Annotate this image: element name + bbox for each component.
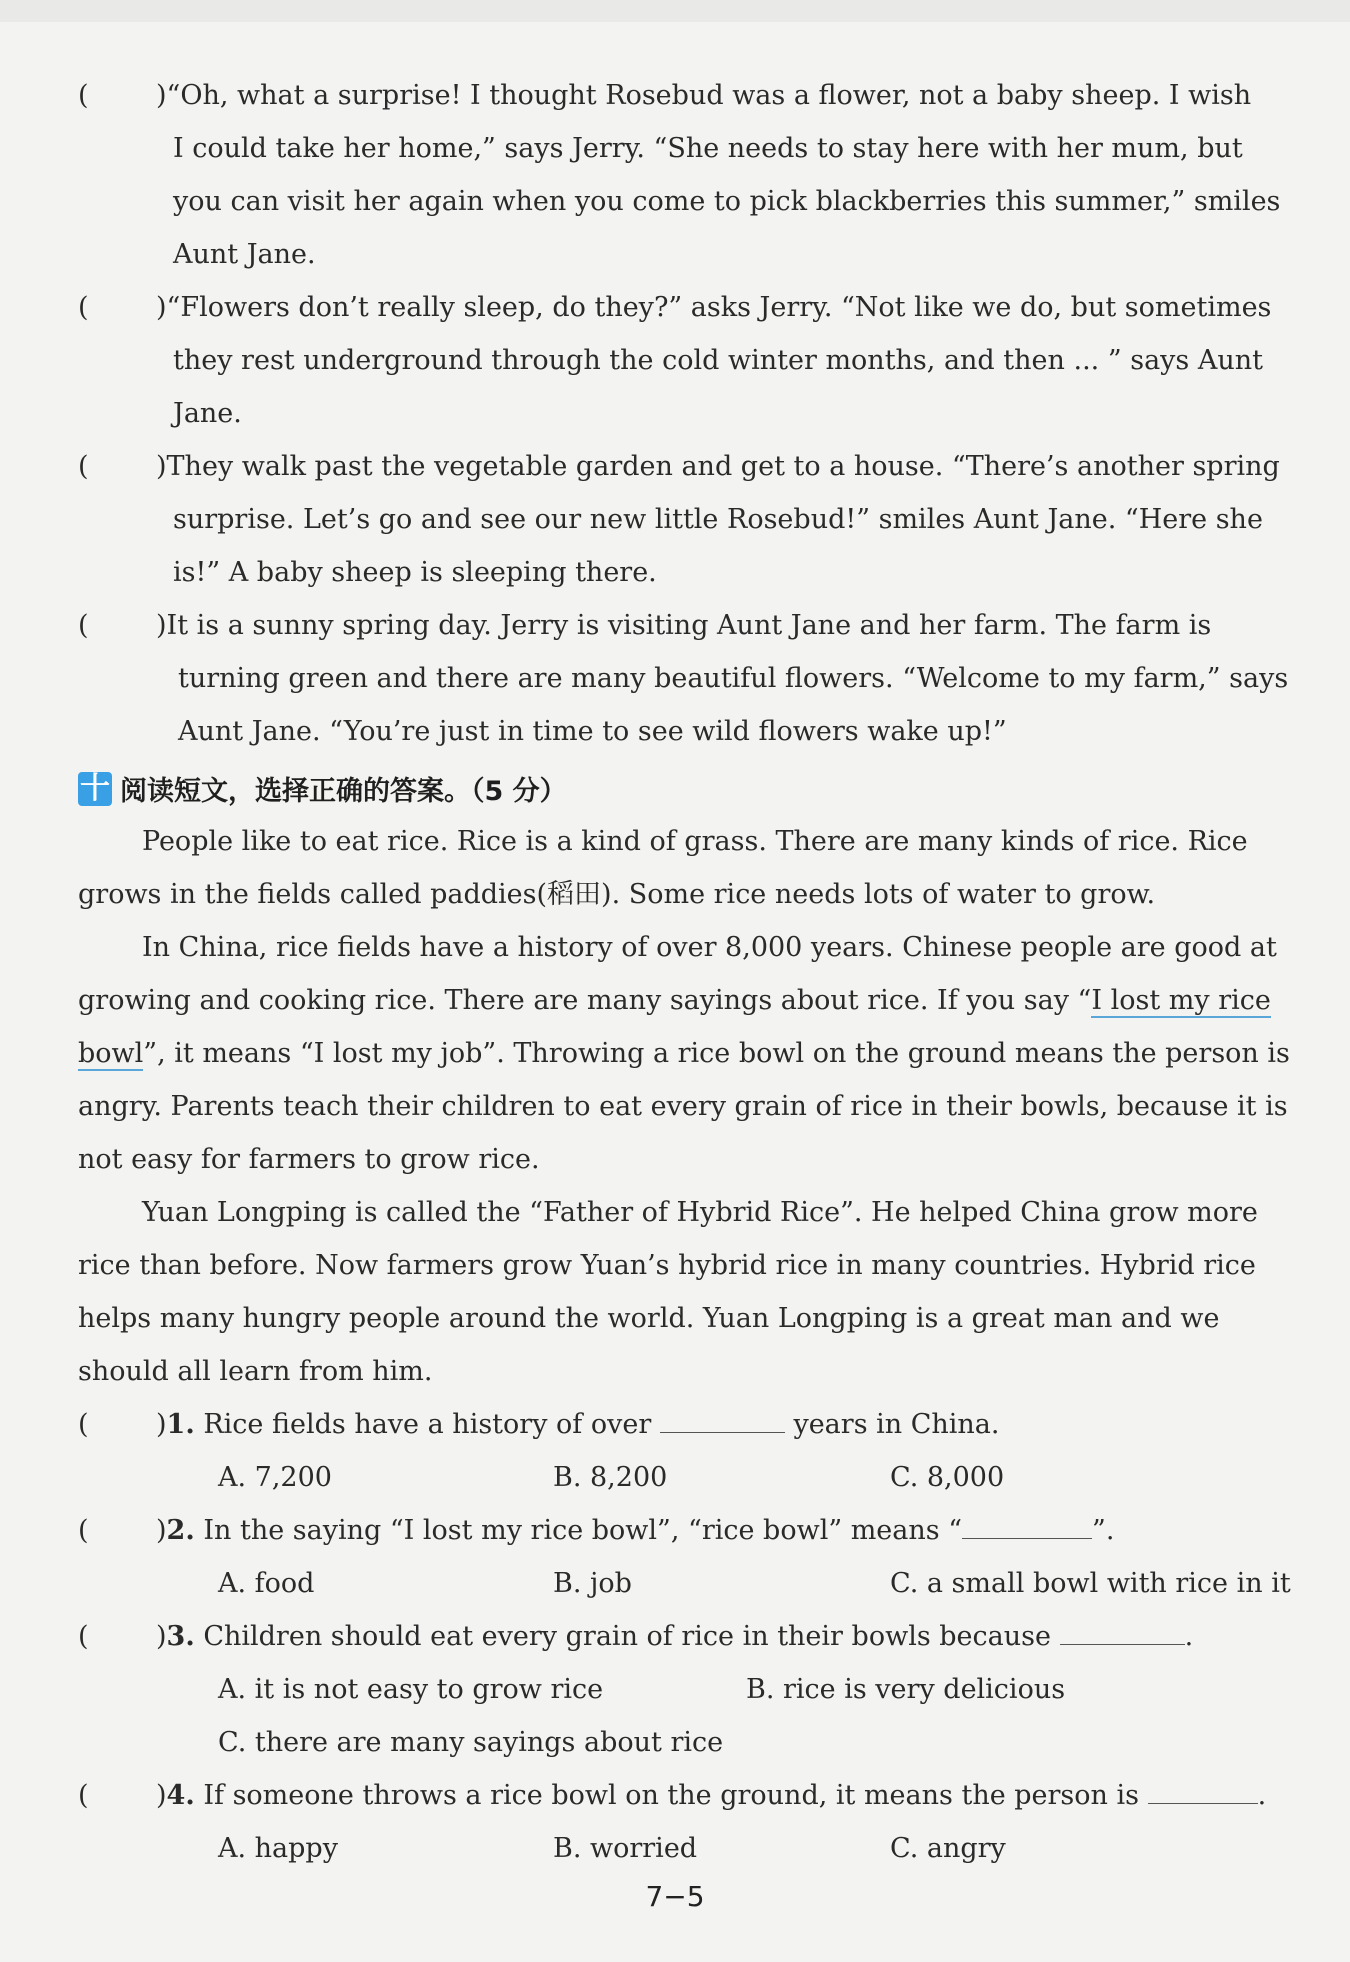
ordering-4-line1: It is a sunny spring day. Jerry is visiting Aunt Jane and her farm. The farm is — [166, 610, 1212, 641]
passage-p2-line4: angry. Parents teach their children to eat every grain of rice in their bowls, because it is — [78, 1091, 1288, 1122]
option-a: A. happy — [218, 1833, 338, 1864]
ordering-2-line3: Jane. — [173, 398, 242, 429]
ordering-3-line2: surprise. Let’s go and see our new little Rosebud!” smiles Aunt Jane. “Here she — [173, 504, 1263, 535]
passage-p2-line1: In China, rice fields have a history of over 8,000 years. Chinese people are good at — [142, 932, 1277, 963]
ordering-3-line3: is!” A baby sheep is sleeping there. — [173, 557, 657, 588]
ordering-1-line3: you can visit her again when you come to pick blackberries this summer,” smiles — [173, 186, 1281, 217]
passage-p3-line3: helps many hungry people around the world. Yuan Longping is a great man and we — [78, 1303, 1220, 1334]
worksheet-page: ( )“Oh, what a surprise! I thought Rosebud was a flower, not a baby sheep. I wish I could take her home,” says Jerry. “She needs to stay here with her mum, but you can visit her again when you come to pick blackberries this summer,” smiles Aunt Jane. ( )“Flowers don’t really sleep, do they?” asks Jerry. “Not like we do, but sometimes they rest underground through the cold winter months, and then ... ” says Aunt Jane. ( )They walk past the vegetable garden and get to a house. “There’s another spring surprise. Let’s go and see our new little Rosebud!” smiles Aunt Jane. “Here she is!” A baby sheep is sleeping there. ( )It is a sunny spring day. Jerry is visiting Aunt Jane and her farm. The farm is turning green and there are many beautiful flowers. “Welcome to my farm,” says Aunt Jane. “You’re just in time to see wild flowers wake up!” 十 阅读短文，选择正确的答案。（5 分） People like to eat rice. Rice is a kind of grass. There are many kinds of rice. Rice grows in the fields called paddies(稻田). Some rice needs lots of water to grow. In China, rice fields have a history of over 8,000 years. Chinese people are good at growing and cooking rice. There are many sayings about rice. If you say “I lost my rice bowl”, it means “I lost my job”. Throwing a rice bowl on the ground means the person is angry. Parents teach their children to eat every grain of rice in their bowls, because it is not easy for farmers to grow rice. Yuan Longping is called the “Father of Hybrid Rice”. He helped China grow more rice than before. Now farmers grow Yuan’s hybrid rice in many countries. Hybrid rice helps many hungry people around the world. Yuan Longping is a great man and we should all learn from him. ( )1. Rice fields have a history of over years in China. A. 7,200 B. 8,200 C. 8,000 ( )2. In the saying “I lost my rice bowl”, “rice bowl” means “ ”. A. food B. job C. a small bowl with rice in it ( )3. Children should eat every grain of rice in their bowls because . A. it is not easy to grow rice B. rice is very delicious C. there are many sayings about rice ( )4. If someone throws a rice bowl on the ground, it means the person is . A. happy B. worried C. angry 7−5 — [0, 0, 1350, 1962]
passage-p2-line2: growing and cooking rice. There are many sayings about rice. If you say “I lost my rice — [78, 985, 1271, 1016]
passage-p3-line1: Yuan Longping is called the “Father of Hybrid Rice”. He helped China grow more — [142, 1197, 1258, 1228]
ordering-3-line1: They walk past the vegetable garden and get to a house. “There’s another spring — [166, 451, 1280, 482]
ordering-1-line1: Oh, what a surprise! I thought Rosebud was a flower, not a baby sheep. I wish — [180, 80, 1252, 111]
option-a: A. 7,200 — [218, 1462, 332, 1493]
underlined-phrase-end: bowl — [78, 1038, 144, 1069]
ordering-1-line4: Aunt Jane. — [173, 239, 316, 270]
option-a: A. food — [218, 1568, 315, 1599]
underlined-phrase: I lost my rice — [1091, 985, 1271, 1016]
top-band — [0, 0, 1350, 22]
option-b: B. rice is very delicious — [746, 1674, 1066, 1705]
answer-blank[interactable] — [660, 1404, 785, 1433]
section-number-icon: 十 — [80, 770, 110, 806]
option-c: C. a small bowl with rice in it — [890, 1568, 1291, 1599]
ordering-1-line2: I could take her home,” says Jerry. “She needs to stay here with her mum, but — [173, 133, 1243, 164]
ordering-4-line3: Aunt Jane. “You’re just in time to see wild flowers wake up!” — [178, 716, 1007, 747]
option-c: C. there are many sayings about rice — [218, 1727, 724, 1758]
ordering-2-line1: Flowers don’t really sleep, do they?” asks Jerry. “Not like we do, but sometimes — [180, 292, 1272, 323]
passage-p1-line1: People like to eat rice. Rice is a kind of grass. There are many kinds of rice. Rice — [142, 826, 1248, 857]
option-b: B. 8,200 — [553, 1462, 668, 1493]
section-header — [78, 762, 567, 815]
option-a: A. it is not easy to grow rice — [218, 1674, 604, 1705]
passage-p2-line5: not easy for farmers to grow rice. — [78, 1144, 540, 1175]
passage-p2-line3: bowl”, it means “I lost my job”. Throwing a rice bowl on the ground means the person is — [78, 1038, 1290, 1069]
option-b: B. worried — [553, 1833, 698, 1864]
option-b: B. job — [553, 1568, 632, 1599]
passage-p1-line2: grows in the fields called paddies(稻田). Some rice needs lots of water to grow. — [78, 879, 1156, 910]
page-number: 7−5 — [645, 1880, 705, 1913]
answer-blank[interactable] — [962, 1510, 1092, 1539]
option-c: C. 8,000 — [890, 1462, 1005, 1493]
passage-p3-line2: rice than before. Now farmers grow Yuan’s hybrid rice in many countries. Hybrid rice — [78, 1250, 1256, 1281]
section-title: 阅读短文，选择正确的答案。（5 分） — [120, 776, 567, 807]
ordering-2-line2: they rest underground through the cold winter months, and then ... ” says Aunt — [173, 345, 1263, 376]
passage-p3-line4: should all learn from him. — [78, 1356, 433, 1387]
option-c: C. angry — [890, 1833, 1006, 1864]
answer-blank[interactable] — [1060, 1616, 1185, 1645]
ordering-4-line2: turning green and there are many beautiful flowers. “Welcome to my farm,” says — [178, 663, 1289, 694]
answer-blank[interactable] — [1148, 1775, 1258, 1804]
